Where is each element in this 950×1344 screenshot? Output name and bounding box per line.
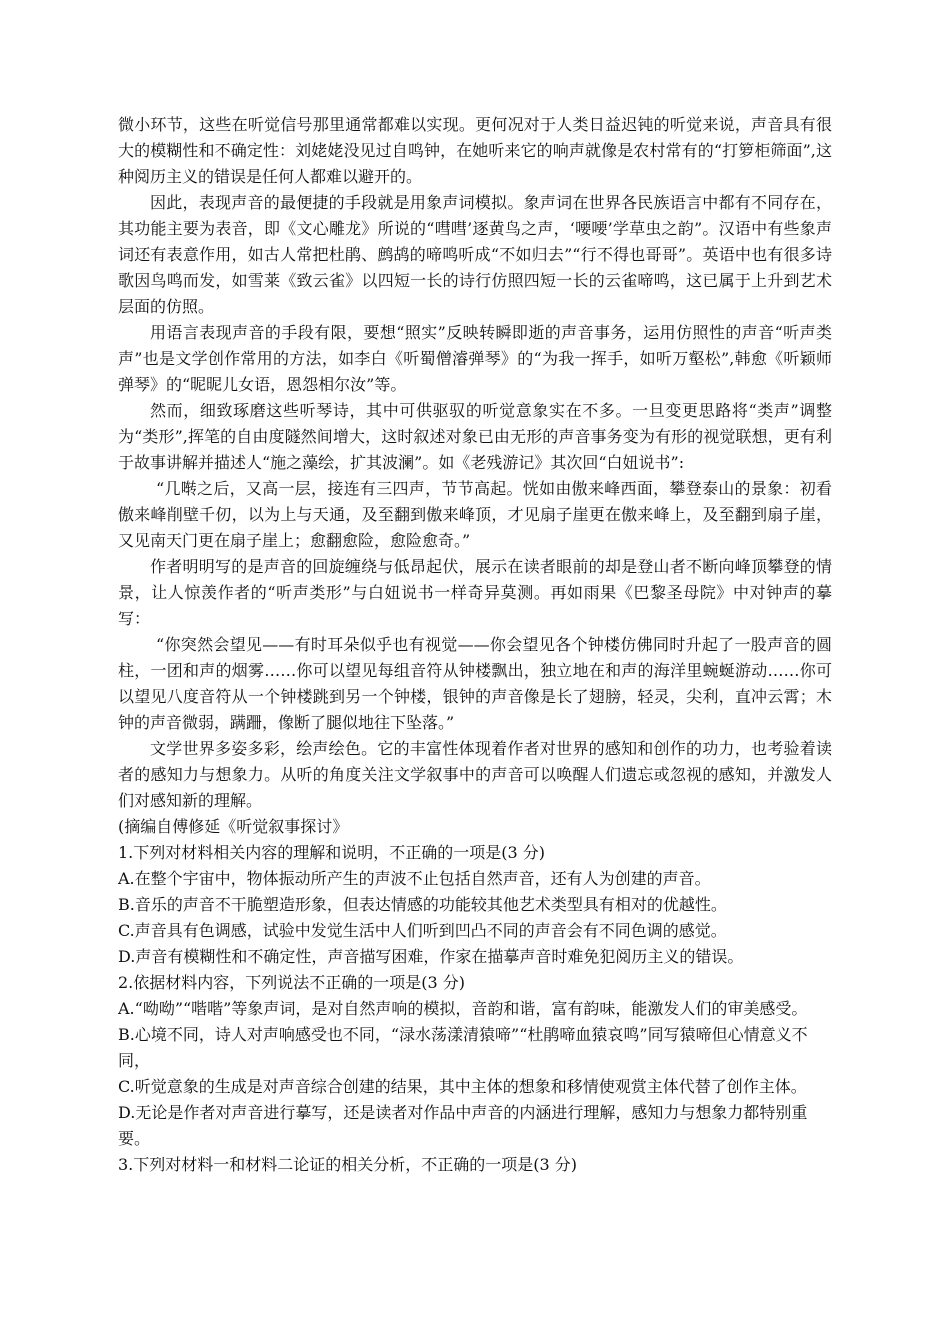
question-1-option-c: C.声音具有色调感，试验中发觉生活中人们听到凹凸不同的声音会有不同色调的感觉。	[118, 921, 727, 940]
question-3-stem: 3.下列对材料一和材料二论证的相关分析，不正确的一项是(3 分)	[118, 1155, 578, 1174]
paragraph-4: 然而，细致琢磨这些听琴诗，其中可供驱驭的听觉意象实在不多。一旦变更思路将“类声”调整为“类形”,挥笔的自由度隧然间增大，这时叙述对象已由无形的声音事务变为有形的视觉联想，更有利于故事讲解并描述人“施之藻绘，扩其波澜”。如《老残游记》其次回“白妞说书”:	[118, 401, 832, 472]
paragraph-1: 微小环节，这些在听觉信号那里通常都难以实现。更何况对于人类日益迟钝的听觉来说，声音具有很大的模糊性和不确定性：刘姥姥没见过自鸣钟，在她听来它的响声就像是农村常有的“打箩柜筛面”,这种阅历主义的错误是任何人都难以避开的。	[118, 115, 832, 186]
quote-laocan: “几啭之后，又高一层，接连有三四声，节节高起。恍如由傲来峰西面，攀登泰山的景象：初看傲来峰削壁千仞，以为上与天通，及至翻到傲来峰顶，才见扇子崖更在傲来峰上，及至翻到扇子崖，又见南天门更在扇子崖上；愈翻愈险，愈险愈奇。”	[118, 479, 832, 550]
question-2-stem: 2.依据材料内容，下列说法不正确的一项是(3 分)	[118, 973, 466, 992]
source-citation: (摘编自傅修延《听觉叙事探讨》	[118, 817, 349, 836]
question-1-option-a: A.在整个宇宙中，物体振动所产生的声波不止包括自然声音，还有人为创建的声音。	[118, 869, 711, 888]
question-1-option-b: B.音乐的声音不干脆塑造形象，但表达情感的功能较其他艺术类型具有相对的优越性。	[118, 895, 727, 914]
question-2-option-d: D.无论是作者对声音进行摹写，还是读者对作品中声音的内涵进行理解，感知力与想象力都特别重要。	[118, 1103, 808, 1148]
question-2-option-c: C.听觉意象的生成是对声音综合创建的结果，其中主体的想象和移情使观赏主体代替了创作主体。	[118, 1077, 807, 1096]
paragraph-2: 因此，表现声音的最便捷的手段就是用象声词模拟。象声词在世界各民族语言中都有不同存在，其功能主要为表音，即《文心雕龙》所说的“嘒嘒’逐黄鸟之声，‘喓喓’学草虫之韵”。汉语中有些象声词还有表意作用，如古人常把杜鹃、鹧鸪的啼鸣听成“不如归去”“行不得也哥哥”。英语中也有很多诗歌因鸟鸣而发，如雪莱《致云雀》以四短一长的诗行仿照四短一长的云雀啼鸣，这已属于上升到艺术层面的仿照。	[118, 193, 832, 316]
paragraph-5: 作者明明写的是声音的回旋缠绕与低昂起伏，展示在读者眼前的却是登山者不断向峰顶攀登的情景，让人惊羡作者的“听声类形”与白妞说书一样奇异莫测。再如雨果《巴黎圣母院》中对钟声的摹写：	[118, 557, 832, 628]
question-2-option-b: B.心境不同，诗人对声响感受也不同，“渌水荡漾清猿啼”“杜鹃啼血猿哀鸣”同写猿啼但心情意义不同，	[118, 1025, 808, 1070]
quote-hugo: “你突然会望见——有时耳朵似乎也有视觉——你会望见各个钟楼仿佛同时升起了一股声音的圆柱，一团和声的烟雾……你可以望见每组音符从钟楼飘出，独立地在和声的海洋里蜿蜒游动……你可以望见八度音符从一个钟楼跳到另一个钟楼，银钟的声音像是长了翅膀，轻灵，尖利，直冲云霄；木钟的声音微弱，蹒跚，像断了腿似地往下坠落。”	[118, 635, 832, 732]
paragraph-6: 文学世界多姿多彩，绘声绘色。它的丰富性体现着作者对世界的感知和创作的功力，也考验着读者的感知力与想象力。从听的角度关注文学叙事中的声音可以唤醒人们遗忘或忽视的感知，并激发人们对感知新的理解。	[118, 739, 832, 810]
question-1-option-d: D.声音有模糊性和不确定性，声音描写困难，作家在描摹声音时难免犯阅历主义的错误。	[118, 947, 744, 966]
question-2-option-a: A.“呦呦”“喈喈”等象声词，是对自然声响的模拟，音韵和谐，富有韵味，能激发人们的审美感受。	[118, 999, 808, 1018]
question-1-stem: 1.下列对材料相关内容的理解和说明，不正确的一项是(3 分)	[118, 843, 546, 862]
paragraph-3: 用语言表现声音的手段有限，要想“照实”反映转瞬即逝的声音事务，运用仿照性的声音“听声类声”也是文学创作常用的方法，如李白《听蜀僧濬弹琴》的“为我一挥手，如听万壑松”,韩愈《听颖师弹琴》的“昵昵儿女语，恩怨相尔汝”等。	[118, 323, 832, 394]
document-page	[118, 112, 832, 1178]
